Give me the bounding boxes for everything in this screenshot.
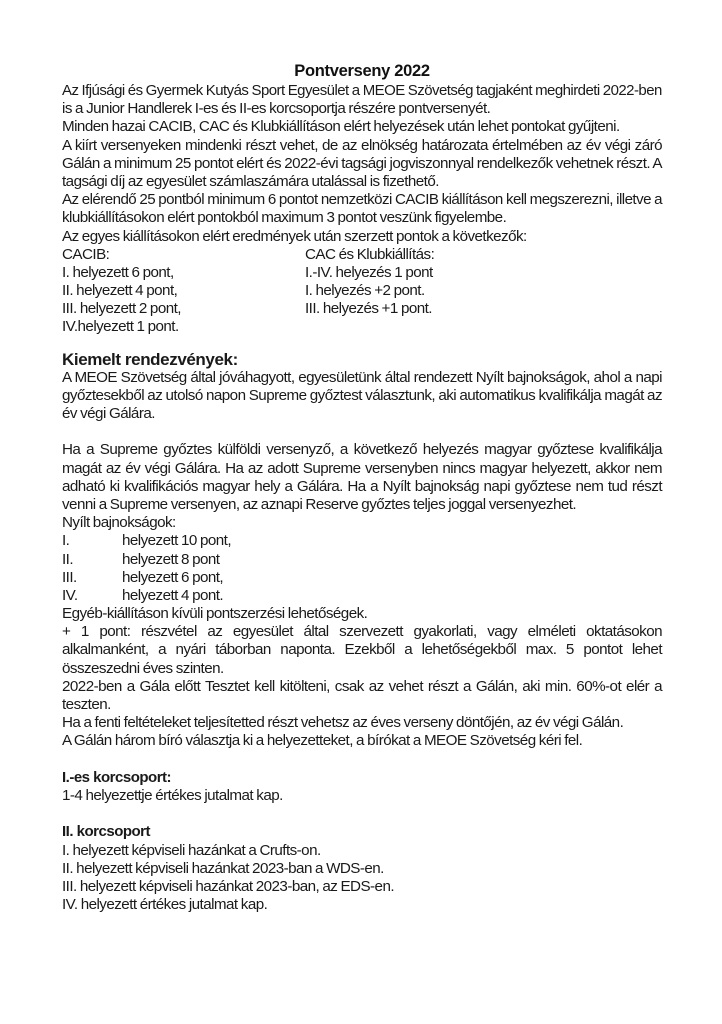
intro-line: klubkiállításokon elért pontokból maximum 3 pontot veszünk figyelembe. [62, 209, 507, 227]
cacib-column [62, 246, 305, 337]
paragraph-line: Ha a Supreme győztes külföldi versenyző, a következő helyezés magyar győztese kvalifikálja [62, 441, 662, 459]
points-table [62, 246, 662, 337]
rank: IV. [62, 586, 78, 604]
cacib-item: II. helyezett 4 pont, [62, 282, 178, 300]
cac-column [305, 246, 605, 337]
spacer [62, 751, 662, 769]
cac-item: III. helyezés +1 pont. [305, 300, 432, 318]
points-text: helyezett 8 pont [122, 550, 220, 568]
paragraph-line: + 1 pont: részvétel az egyesület által szervezett gyakorlati, vagy elméleti oktatásokon [62, 623, 662, 641]
points-text: helyezett 6 pont, [122, 568, 224, 586]
final-paragraph [62, 714, 662, 750]
list-item [62, 551, 662, 569]
featured-heading: Kiemelt rendezvények: [62, 349, 238, 369]
cacib-heading: CACIB: [62, 245, 110, 263]
open-championship-heading: Nyílt bajnokságok: [62, 514, 176, 532]
cacib-item: I. helyezett 6 pont, [62, 263, 174, 281]
rank: II. [62, 550, 74, 568]
points-text: helyezett 4 pont. [122, 586, 224, 604]
paragraph-line: A Gálán három bíró választja ki a helyezetteket, a bírókat a MEOE Szövetség kéri fel. [62, 732, 583, 750]
other-points-paragraph [62, 623, 662, 678]
paragraph-line: összeszedni éves szinten. [62, 659, 224, 677]
paragraph-line: venni a Supreme versenyen, az aznapi Reserve győztes teljes joggal versenyezhet. [62, 495, 577, 513]
paragraph-line: Ha a fenti feltételeket teljesítetted részt vehetsz az éves verseny döntőjén, az év végi Gálán. [62, 714, 624, 732]
intro-line: tagsági díj az egyesület számlaszámára utalással is fizethető. [62, 172, 439, 190]
paragraph-line: 2022-ben a Gála előtt Tesztet kell kitölteni, csak az vehet részt a Gálán, aki min. 60%-ot elér a [62, 677, 662, 695]
paragraph-line: teszten. [62, 696, 111, 713]
intro-line: Az elérendő 25 pontból minimum 6 pontot nemzetközi CACIB kiállításon kell megszerezni, illetve a [62, 191, 662, 209]
list-item [62, 587, 662, 605]
rank: I. [62, 532, 70, 550]
spacer [62, 423, 662, 441]
intro-line: Gálán a minimum 25 pontot elért és 2022-évi tagsági jogviszonnyal rendelkezők vehetnek részt. A [62, 154, 662, 172]
intro-section [62, 82, 662, 246]
other-points-heading: Egyéb-kiállításon kívüli pontszerzési lehetőségek. [62, 605, 368, 623]
test-paragraph [62, 678, 662, 714]
cac-item: I.-IV. helyezés 1 pont [305, 263, 433, 281]
intro-line: A kiírt versenyeken mindenki részt vehet, de az elnökség határozata értelmében az év végi záró [62, 136, 662, 154]
cac-item: I. helyezés +2 pont. [305, 282, 425, 300]
list-item [62, 569, 662, 587]
featured-paragraph-2 [62, 441, 662, 514]
cac-heading: CAC és Klubkiállítás: [305, 245, 435, 263]
featured-paragraph-1 [62, 369, 662, 424]
cacib-item: III. helyezett 2 pont, [62, 300, 181, 318]
paragraph-line: magát az év végi Gálára. Ha az adott Supreme versenyben nincs magyar helyezett, akkor nem [62, 459, 662, 477]
group2-line: III. helyezett képviseli hazánkat 2023-ban, az EDS-en. [62, 877, 395, 895]
paragraph-line: győztesekből az utolsó napon Supreme győztest választunk, aki automatikus kvalifikálja magát az [62, 386, 662, 404]
intro-line: is a Junior Handlerek I-es és II-es korcsoportja részére pontversenyét. [62, 100, 491, 118]
intro-line: Az egyes kiállításokon elért eredmények után szerzett pontok a következők: [62, 227, 527, 245]
list-item [62, 532, 662, 550]
paragraph-line: adható ki kvalifikációs magyar hely a Gálára. Ha a Nyílt bajnokság napi győztese nem tud részt [62, 477, 662, 495]
intro-line: Minden hazai CACIB, CAC és Klubkiállításon elért helyezések után lehet pontokat gyűjteni. [62, 118, 620, 136]
open-championship-list [62, 532, 662, 605]
group1-heading: I.-es korcsoport: [62, 768, 172, 786]
group1-line: 1-4 helyezettje értékes jutalmat kap. [62, 786, 283, 804]
cacib-item: IV.helyezett 1 pont. [62, 318, 179, 336]
paragraph-line: év végi Gálára. [62, 405, 155, 422]
paragraph-line: A MEOE Szövetség által jóváhagyott, egyesületünk által rendezett Nyílt bajnokságok, ahol a napi [62, 368, 662, 386]
group2-line: II. helyezett képviseli hazánkat 2023-ban a WDS-en. [62, 859, 384, 877]
points-text: helyezett 10 pont, [122, 532, 231, 550]
page-title: Pontverseny 2022 [294, 62, 430, 80]
group2-line: IV. helyezett értékes jutalmat kap. [62, 896, 268, 914]
document-page [62, 60, 662, 914]
paragraph-line: alkalmanként, a nyári táborban naponta. Ezekből a lehetőségekből max. 5 pontot lehet [62, 641, 662, 659]
intro-line: Az Ifjúsági és Gyermek Kutyás Sport Egyesület a MEOE Szövetség tagjaként meghirdeti 2022-ben [62, 82, 662, 99]
rank: III. [62, 568, 77, 586]
group2-heading: II. korcsoport [62, 823, 151, 841]
group2-line: I. helyezett képviseli hazánkat a Crufts-on. [62, 841, 321, 859]
spacer [62, 805, 662, 823]
